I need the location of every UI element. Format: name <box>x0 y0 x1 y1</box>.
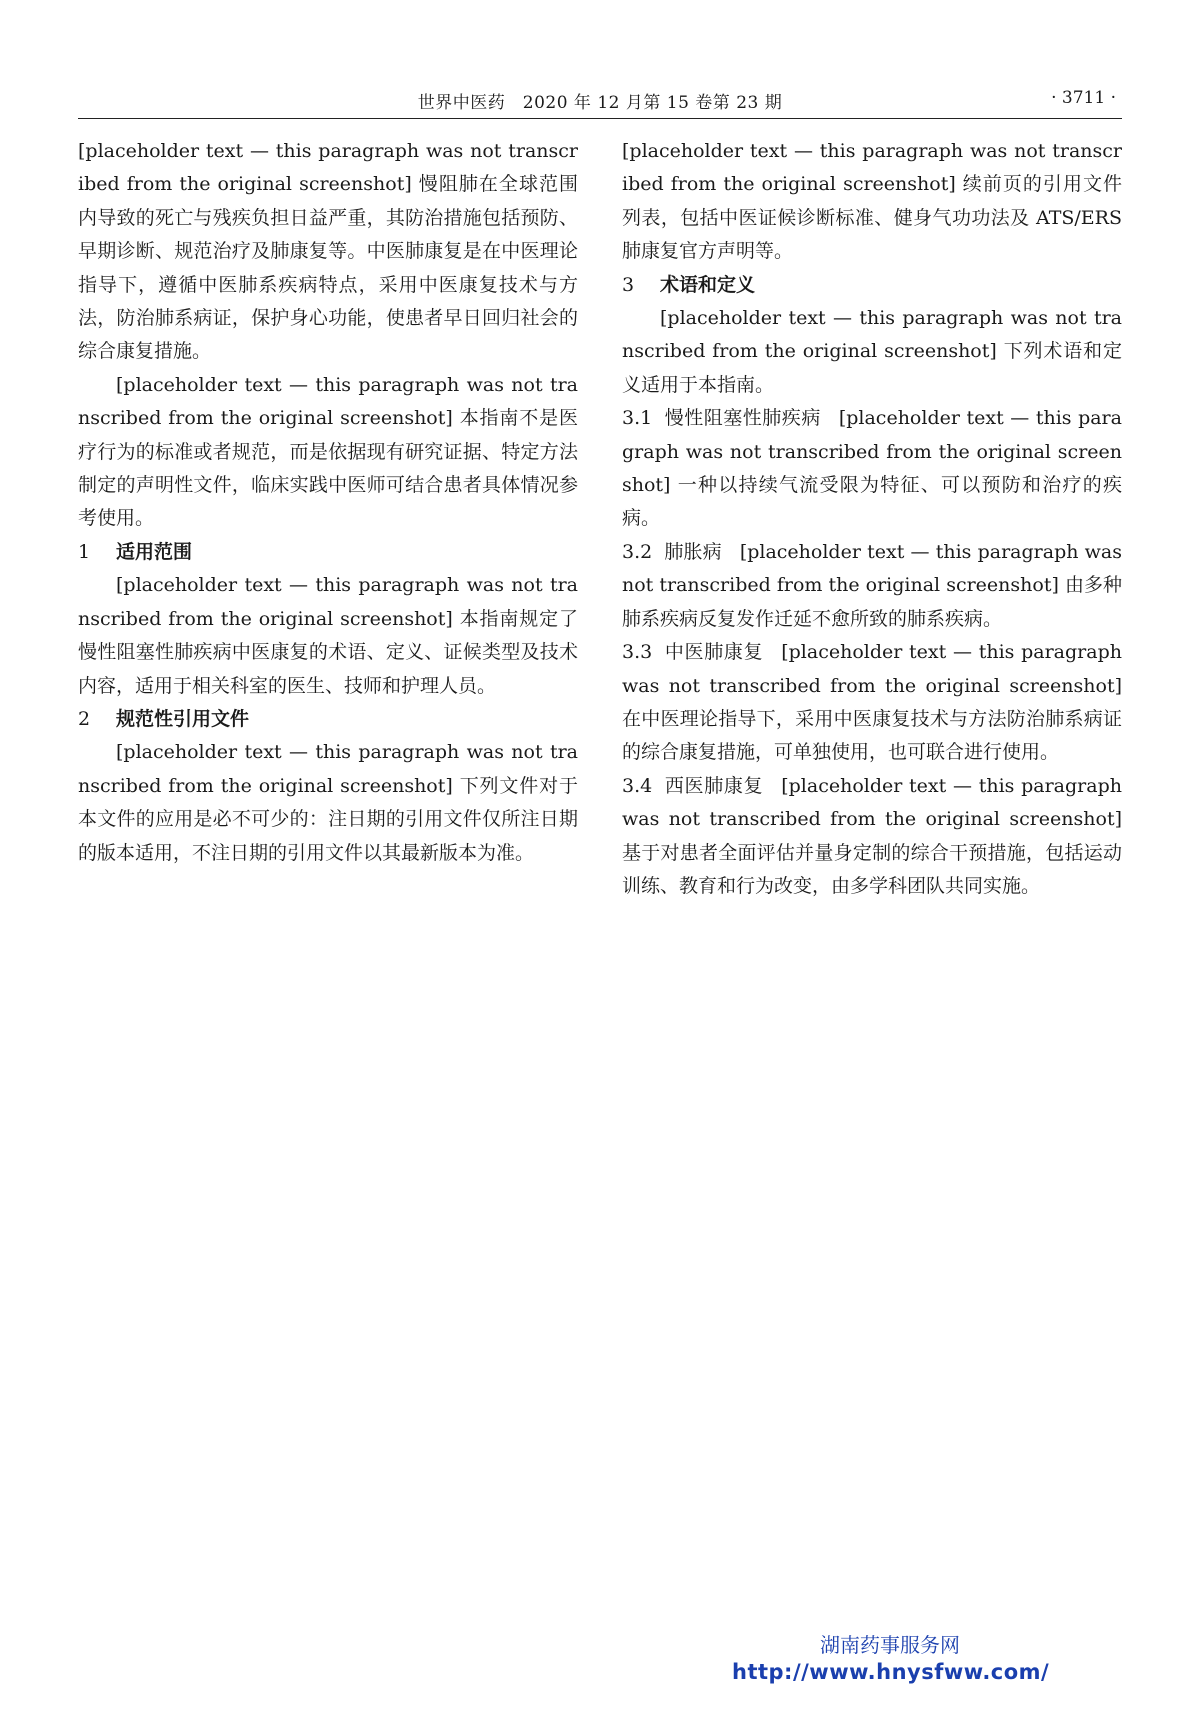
term-number: 3.3 <box>622 641 653 664</box>
watermark-site-name: 湖南药事服务网 <box>820 1633 960 1657</box>
section-number: 2 <box>78 707 91 730</box>
term-copd <box>622 402 1122 536</box>
left-column <box>78 135 578 870</box>
paragraph-references-cont: [placeholder text — this paragraph was not transcribed from the original screenshot] 续前页的引用文件列表，包括中医证候诊断标准、健身气功功法及 ATS/ERS 肺康复官方声明等。 <box>622 140 1122 263</box>
term-feizhang <box>622 536 1122 636</box>
term-number: 3.1 <box>622 407 653 430</box>
section-title: 术语和定义 <box>660 273 756 296</box>
term-definition: [placeholder text — this paragraph was not transcribed from the original screenshot] 在中医理论指导下，采用中医康复技术与方法防治肺系病证的综合康复措施，可单独使用，也可联合进行使用。 <box>622 641 1122 764</box>
term-definition: [placeholder text — this paragraph was not transcribed from the original screenshot] 基于对患者全面评估并量身定制的综合干预措施，包括运动训练、教育和行为改变，由多学科团队共同实施。 <box>622 774 1122 897</box>
right-column <box>622 135 1122 903</box>
term-definition: [placeholder text — this paragraph was not transcribed from the original screenshot] 一种以持续气流受限为特征、可以预防和治疗的疾病。 <box>622 407 1122 530</box>
section-heading-terms <box>622 269 1122 302</box>
section-number: 1 <box>78 540 91 563</box>
term-number: 3.4 <box>622 774 653 797</box>
term-name: 中医肺康复 <box>664 641 764 664</box>
section-heading-references <box>78 703 578 736</box>
watermark-url[interactable]: http://www.hnysfww.com/ <box>732 1660 1050 1684</box>
section-title: 适用范围 <box>116 540 193 563</box>
paragraph-references: [placeholder text — this paragraph was not transcribed from the original screenshot] 下列文件对于本文件的应用是必不可少的：注日期的引用文件仅所注日期的版本适用，不注日期的引用文件以其最新版本为准。 <box>78 741 578 864</box>
term-definition: [placeholder text — this paragraph was not transcribed from the original screenshot] 由多种肺系疾病反复发作迁延不愈所致的肺系疾病。 <box>622 540 1122 630</box>
paragraph-scope: [placeholder text — this paragraph was not transcribed from the original screenshot] 本指南规定了慢性阻塞性肺疾病中医康复的术语、定义、证候类型及技术内容，适用于相关科室的医生、技师和护理人员。 <box>78 574 578 697</box>
section-number: 3 <box>622 273 635 296</box>
term-number: 3.2 <box>622 540 653 563</box>
term-name: 肺胀病 <box>664 540 722 563</box>
section-title: 规范性引用文件 <box>116 707 250 730</box>
paragraph-intro: [placeholder text — this paragraph was not transcribed from the original screenshot] 慢阻肺在全球范围内导致的死亡与残疾负担日益严重，其防治措施包括预防、早期诊断、规范治疗及肺康复等。中医肺康复是在中医理论指导下，遵循中医肺系疾病特点，采用中医康复技术与方法，防治肺系病证，保护身心功能，使患者早日回归社会的综合康复措施。 <box>78 140 578 363</box>
paragraph-terms-intro: [placeholder text — this paragraph was not transcribed from the original screenshot] 下列术语和定义适用于本指南。 <box>622 307 1122 396</box>
paragraph-disclaimer: [placeholder text — this paragraph was not transcribed from the original screenshot] 本指南不是医疗行为的标准或者规范，而是依据现有研究证据、特定方法制定的声明性文件，临床实践中医师可结合患者具体情况参考使用。 <box>78 373 578 530</box>
term-tcm-pulmonary-rehab <box>622 636 1122 770</box>
term-name: 慢性阻塞性肺疾病 <box>664 407 821 430</box>
section-heading-scope <box>78 536 578 569</box>
term-name: 西医肺康复 <box>664 774 764 797</box>
running-header <box>78 84 1122 119</box>
term-western-pulmonary-rehab <box>622 770 1122 904</box>
journal-title: 世界中医药 2020 年 12 月第 15 卷第 23 期 <box>417 93 783 113</box>
page-number: · 3711 · <box>1051 88 1116 108</box>
site-watermark <box>732 1632 1132 1686</box>
